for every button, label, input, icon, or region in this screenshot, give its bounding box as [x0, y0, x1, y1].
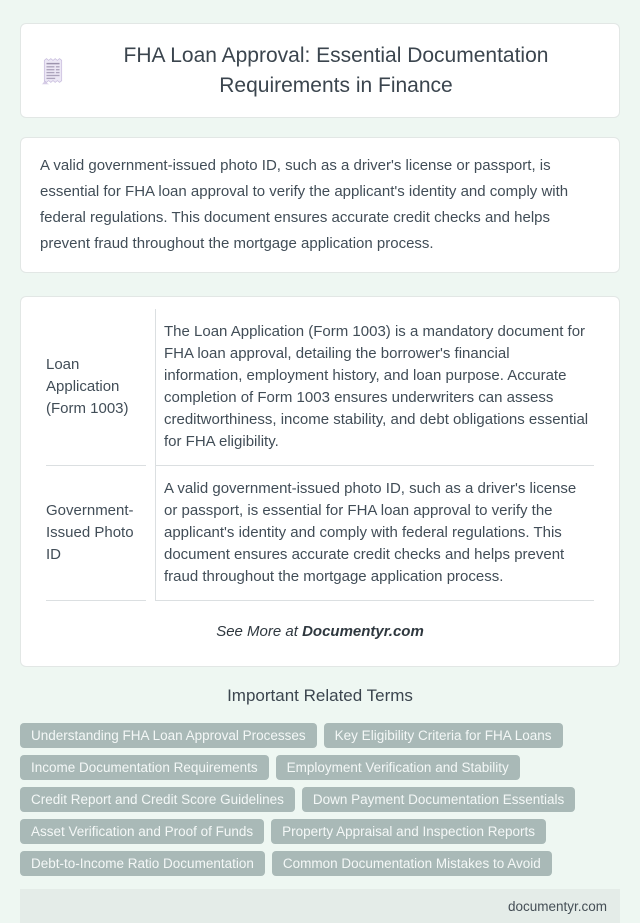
related-term-chip[interactable]: Property Appraisal and Inspection Reports — [271, 819, 546, 844]
related-term-chip[interactable]: Key Eligibility Criteria for FHA Loans — [324, 723, 563, 748]
related-terms-list — [20, 723, 620, 876]
related-term-chip[interactable]: Debt-to-Income Ratio Documentation — [20, 851, 265, 876]
summary-card — [20, 137, 620, 273]
document-description: The Loan Application (Form 1003) is a mandatory document for FHA loan approval, detailing the borrower's financial information, employment history, and loan purpose. Accurate completion of Form 1003 ensures underwriters can assess creditworthiness, income stability, and debt obligations essential for FHA eligibility. — [155, 309, 594, 466]
documents-table — [37, 309, 603, 601]
footer-site-label: documentyr.com — [507, 898, 607, 914]
related-term-chip[interactable]: Down Payment Documentation Essentials — [302, 787, 575, 812]
related-term-chip[interactable]: Income Documentation Requirements — [20, 755, 269, 780]
document-description: A valid government-issued photo ID, such as a driver's license or passport, is essential for FHA loan approval to verify the applicant's identity and comply with federal regulations. This document ensures accurate credit checks and helps prevent fraud throughout the mortgage application process. — [155, 466, 594, 601]
related-terms-heading: Important Related Terms — [227, 686, 413, 705]
see-more-prefix: See More at — [216, 623, 303, 640]
document-term: Government-Issued Photo ID — [46, 466, 146, 601]
table-row — [46, 466, 594, 601]
related-term-chip[interactable]: Employment Verification and Stability — [276, 755, 520, 780]
title-card — [20, 23, 620, 118]
related-term-chip[interactable]: Understanding FHA Loan Approval Processes — [20, 723, 317, 748]
see-more-brand: Documentyr.com — [302, 623, 424, 640]
see-more-line — [37, 623, 603, 640]
related-term-chip[interactable]: Common Documentation Mistakes to Avoid — [272, 851, 552, 876]
footer-bar — [20, 889, 620, 923]
document-term: Loan Application (Form 1003) — [46, 309, 146, 466]
related-term-chip[interactable]: Asset Verification and Proof of Funds — [20, 819, 264, 844]
receipt-icon — [41, 56, 65, 85]
documents-card — [20, 296, 620, 667]
summary-text: A valid government-issued photo ID, such as a driver's license or passport, is essential for FHA loan approval to verify the applicant's identity and comply with federal regulations. This document ensures accurate credit checks and helps prevent fraud throughout the mortgage application process. — [40, 157, 569, 252]
table-row — [46, 309, 594, 466]
page-title: FHA Loan Approval: Essential Documentation Requirements in Finance — [123, 43, 549, 97]
related-term-chip[interactable]: Credit Report and Credit Score Guidelines — [20, 787, 295, 812]
